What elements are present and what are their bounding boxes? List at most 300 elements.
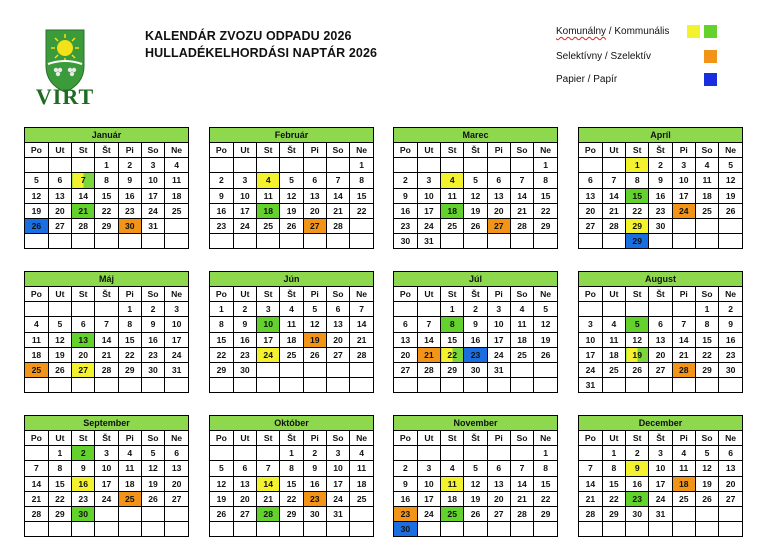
day-cell: 18 — [510, 332, 533, 347]
day-cell: 12 — [719, 173, 742, 188]
empty-cell — [303, 522, 326, 537]
day-cell: 9 — [464, 317, 487, 332]
weekday-header: Št — [95, 431, 118, 446]
day-cell: 11 — [165, 173, 188, 188]
day-cell: 16 — [303, 476, 326, 491]
day-cell: 20 — [233, 491, 256, 506]
day-cell: 15 — [350, 188, 373, 203]
day-cell: 16 — [141, 332, 164, 347]
day-cell: 25 — [280, 347, 303, 362]
day-cell: 5 — [210, 461, 233, 476]
weekday-header: Št — [464, 287, 487, 302]
day-cell: 25 — [25, 362, 48, 377]
empty-cell — [672, 522, 695, 537]
empty-cell — [464, 234, 487, 249]
day-cell: 11 — [695, 173, 718, 188]
empty-cell — [417, 378, 440, 393]
day-cell: 9 — [626, 461, 649, 476]
day-cell: 29 — [280, 506, 303, 521]
day-cell: 12 — [210, 476, 233, 491]
day-cell: 5 — [464, 461, 487, 476]
day-cell: 22 — [118, 347, 141, 362]
day-cell: 6 — [649, 317, 672, 332]
day-cell: 8 — [534, 173, 557, 188]
day-cell: 26 — [210, 506, 233, 521]
day-cell: 17 — [257, 332, 280, 347]
empty-cell — [326, 158, 349, 173]
empty-cell — [326, 362, 349, 377]
empty-cell — [672, 506, 695, 521]
empty-cell — [210, 446, 233, 461]
day-cell: 12 — [25, 188, 48, 203]
weekday-header: Pi — [487, 287, 510, 302]
weekday-header: St — [257, 431, 280, 446]
day-cell: 10 — [165, 317, 188, 332]
month-name: Apríl — [579, 128, 742, 143]
day-cell: 17 — [326, 476, 349, 491]
day-cell: 17 — [672, 188, 695, 203]
day-cell: 2 — [394, 461, 417, 476]
month-calendar — [24, 127, 189, 249]
weekday-header: St — [257, 143, 280, 158]
empty-cell — [487, 378, 510, 393]
empty-cell — [257, 234, 280, 249]
empty-cell — [72, 234, 95, 249]
day-cell: 6 — [303, 173, 326, 188]
day-cell: 26 — [303, 347, 326, 362]
day-cell: 8 — [534, 461, 557, 476]
empty-cell — [487, 158, 510, 173]
day-cell: 31 — [141, 218, 164, 233]
day-cell: 4 — [165, 158, 188, 173]
legend-papier — [556, 72, 746, 93]
day-cell: 15 — [441, 332, 464, 347]
day-cell: 24 — [257, 347, 280, 362]
day-cell: 1 — [95, 158, 118, 173]
day-cell: 2 — [719, 302, 742, 317]
day-cell: 4 — [25, 317, 48, 332]
weekday-header: Pi — [303, 287, 326, 302]
day-cell: 13 — [48, 188, 71, 203]
empty-cell — [48, 302, 71, 317]
weekday-header: Št — [280, 431, 303, 446]
day-cell: 12 — [48, 332, 71, 347]
day-cell: 4 — [672, 446, 695, 461]
day-cell: 21 — [417, 347, 440, 362]
weekday-header: Ut — [233, 431, 256, 446]
day-cell: 25 — [510, 347, 533, 362]
swatch-yellow — [687, 25, 700, 38]
day-cell: 6 — [719, 446, 742, 461]
day-cell: 3 — [417, 461, 440, 476]
day-cell: 6 — [579, 173, 602, 188]
empty-cell — [649, 302, 672, 317]
day-cell: 16 — [626, 476, 649, 491]
day-cell: 30 — [394, 234, 417, 249]
empty-cell — [95, 302, 118, 317]
empty-cell — [257, 362, 280, 377]
swatch-orange — [704, 50, 717, 63]
day-cell: 10 — [579, 332, 602, 347]
title-slovak: KALENDÁR ZVOZU ODPADU 2026 — [145, 29, 352, 43]
empty-cell — [417, 446, 440, 461]
day-cell: 27 — [326, 347, 349, 362]
day-cell: 23 — [719, 347, 742, 362]
weekday-header: So — [695, 431, 718, 446]
empty-cell — [95, 522, 118, 537]
day-cell: 15 — [602, 476, 625, 491]
day-cell: 19 — [141, 476, 164, 491]
empty-cell — [257, 378, 280, 393]
day-cell: 29 — [534, 218, 557, 233]
empty-cell — [118, 522, 141, 537]
day-cell: 14 — [25, 476, 48, 491]
day-cell: 5 — [48, 317, 71, 332]
day-cell: 14 — [257, 476, 280, 491]
day-cell: 1 — [350, 158, 373, 173]
empty-cell — [441, 378, 464, 393]
empty-cell — [579, 158, 602, 173]
empty-cell — [95, 506, 118, 521]
empty-cell — [534, 522, 557, 537]
day-cell: 28 — [72, 218, 95, 233]
weekday-header: Ut — [602, 143, 625, 158]
weekday-header: Ut — [417, 287, 440, 302]
day-cell: 19 — [48, 347, 71, 362]
day-cell: 4 — [118, 446, 141, 461]
empty-cell — [165, 218, 188, 233]
weekday-header: St — [72, 431, 95, 446]
day-cell: 27 — [487, 218, 510, 233]
empty-cell — [257, 522, 280, 537]
day-cell: 4 — [350, 446, 373, 461]
day-cell: 17 — [487, 332, 510, 347]
day-cell: 2 — [464, 302, 487, 317]
day-cell: 11 — [441, 188, 464, 203]
day-cell: 19 — [303, 332, 326, 347]
day-cell: 4 — [441, 173, 464, 188]
empty-cell — [280, 234, 303, 249]
empty-cell — [464, 158, 487, 173]
weekday-header: Pi — [672, 287, 695, 302]
day-cell: 21 — [257, 491, 280, 506]
day-cell: 21 — [326, 203, 349, 218]
day-cell: 20 — [649, 347, 672, 362]
weekday-header: So — [326, 287, 349, 302]
day-cell: 24 — [141, 203, 164, 218]
weekday-header: Ne — [719, 143, 742, 158]
empty-cell — [602, 158, 625, 173]
weekday-header: Ut — [417, 431, 440, 446]
weekday-header: Pi — [303, 431, 326, 446]
day-cell: 25 — [118, 491, 141, 506]
day-cell: 3 — [579, 317, 602, 332]
day-cell: 3 — [672, 158, 695, 173]
day-cell: 24 — [233, 218, 256, 233]
empty-cell — [210, 158, 233, 173]
weekday-header: Pi — [303, 143, 326, 158]
empty-cell — [672, 302, 695, 317]
day-cell: 9 — [719, 317, 742, 332]
swatch-green — [704, 25, 717, 38]
day-cell: 20 — [487, 491, 510, 506]
day-cell: 30 — [141, 362, 164, 377]
day-cell: 16 — [464, 332, 487, 347]
weekday-header: St — [72, 143, 95, 158]
day-cell: 28 — [417, 362, 440, 377]
weekday-header: So — [695, 287, 718, 302]
day-cell: 23 — [464, 347, 487, 362]
empty-cell — [695, 218, 718, 233]
empty-cell — [672, 234, 695, 249]
day-cell: 28 — [95, 362, 118, 377]
weekday-header: St — [441, 287, 464, 302]
legend — [556, 24, 746, 93]
day-cell: 20 — [394, 347, 417, 362]
empty-cell — [672, 218, 695, 233]
day-cell: 15 — [118, 332, 141, 347]
day-cell: 7 — [95, 317, 118, 332]
empty-cell — [695, 378, 718, 393]
day-cell: 15 — [534, 476, 557, 491]
day-cell: 7 — [510, 461, 533, 476]
day-cell: 28 — [25, 506, 48, 521]
day-cell: 1 — [210, 302, 233, 317]
empty-cell — [141, 234, 164, 249]
empty-cell — [695, 522, 718, 537]
day-cell: 16 — [72, 476, 95, 491]
day-cell: 11 — [25, 332, 48, 347]
day-cell: 14 — [326, 188, 349, 203]
empty-cell — [464, 378, 487, 393]
day-cell: 13 — [303, 188, 326, 203]
day-cell: 13 — [72, 332, 95, 347]
day-cell: 22 — [210, 347, 233, 362]
month-name: November — [394, 416, 557, 431]
day-cell: 26 — [464, 506, 487, 521]
empty-cell — [25, 158, 48, 173]
day-cell: 12 — [280, 188, 303, 203]
empty-cell — [350, 506, 373, 521]
empty-cell — [510, 158, 533, 173]
day-cell: 10 — [233, 188, 256, 203]
day-cell: 21 — [350, 332, 373, 347]
day-cell: 9 — [118, 173, 141, 188]
day-cell: 9 — [303, 461, 326, 476]
day-cell: 19 — [464, 203, 487, 218]
empty-cell — [417, 302, 440, 317]
empty-cell — [602, 234, 625, 249]
day-cell: 1 — [118, 302, 141, 317]
weekday-header: Po — [394, 431, 417, 446]
day-cell: 30 — [464, 362, 487, 377]
day-cell: 18 — [165, 188, 188, 203]
day-cell: 5 — [303, 302, 326, 317]
weekday-header: Pi — [487, 431, 510, 446]
empty-cell — [510, 234, 533, 249]
weekday-header: Ne — [719, 431, 742, 446]
day-cell: 23 — [233, 347, 256, 362]
day-cell: 26 — [141, 491, 164, 506]
empty-cell — [280, 362, 303, 377]
day-cell: 18 — [441, 203, 464, 218]
empty-cell — [326, 378, 349, 393]
weekday-header: Ne — [534, 431, 557, 446]
day-cell: 19 — [626, 347, 649, 362]
weekday-header: Ne — [350, 143, 373, 158]
empty-cell — [25, 234, 48, 249]
day-cell: 16 — [719, 332, 742, 347]
empty-cell — [303, 158, 326, 173]
month-name: Jún — [210, 272, 373, 287]
day-cell: 31 — [165, 362, 188, 377]
day-cell: 20 — [326, 332, 349, 347]
day-cell: 20 — [48, 203, 71, 218]
day-cell: 13 — [487, 476, 510, 491]
day-cell: 13 — [649, 332, 672, 347]
day-cell: 27 — [649, 362, 672, 377]
month-calendar — [209, 127, 374, 249]
day-cell: 5 — [695, 446, 718, 461]
day-cell: 24 — [326, 491, 349, 506]
empty-cell — [141, 506, 164, 521]
day-cell: 23 — [72, 491, 95, 506]
weekday-header: Ut — [602, 431, 625, 446]
weekday-header: So — [141, 287, 164, 302]
day-cell: 30 — [649, 218, 672, 233]
day-cell: 10 — [417, 188, 440, 203]
day-cell: 12 — [534, 317, 557, 332]
day-cell: 19 — [534, 332, 557, 347]
day-cell: 6 — [326, 302, 349, 317]
weekday-header: St — [441, 431, 464, 446]
day-cell: 19 — [210, 491, 233, 506]
day-cell: 12 — [464, 476, 487, 491]
empty-cell — [210, 234, 233, 249]
day-cell: 1 — [534, 446, 557, 461]
empty-cell — [233, 522, 256, 537]
day-cell: 23 — [141, 347, 164, 362]
day-cell: 23 — [118, 203, 141, 218]
day-cell: 26 — [48, 362, 71, 377]
weekday-header: So — [141, 143, 164, 158]
empty-cell — [257, 446, 280, 461]
day-cell: 17 — [233, 203, 256, 218]
day-cell: 3 — [95, 446, 118, 461]
day-cell: 11 — [118, 461, 141, 476]
weekday-header: Po — [579, 431, 602, 446]
weekday-header: St — [626, 143, 649, 158]
day-cell: 20 — [579, 203, 602, 218]
empty-cell — [326, 522, 349, 537]
day-cell: 24 — [487, 347, 510, 362]
empty-cell — [719, 522, 742, 537]
day-cell: 24 — [417, 218, 440, 233]
empty-cell — [441, 234, 464, 249]
day-cell: 27 — [233, 506, 256, 521]
weekday-header: Št — [95, 287, 118, 302]
day-cell: 27 — [579, 218, 602, 233]
month-name: Február — [210, 128, 373, 143]
empty-cell — [534, 234, 557, 249]
day-cell: 22 — [602, 491, 625, 506]
day-cell: 19 — [25, 203, 48, 218]
day-cell: 23 — [626, 491, 649, 506]
day-cell: 24 — [165, 347, 188, 362]
day-cell: 26 — [719, 203, 742, 218]
day-cell: 8 — [441, 317, 464, 332]
day-cell: 6 — [72, 317, 95, 332]
day-cell: 17 — [579, 347, 602, 362]
month-name: Január — [25, 128, 188, 143]
day-cell: 29 — [48, 506, 71, 521]
weekday-header: Po — [579, 143, 602, 158]
empty-cell — [48, 158, 71, 173]
empty-cell — [210, 378, 233, 393]
day-cell: 16 — [394, 491, 417, 506]
weekday-header: Po — [394, 287, 417, 302]
weekday-header: St — [626, 431, 649, 446]
day-cell: 25 — [695, 203, 718, 218]
day-cell: 11 — [510, 317, 533, 332]
weekday-header: Po — [210, 287, 233, 302]
day-cell: 4 — [280, 302, 303, 317]
empty-cell — [25, 302, 48, 317]
empty-cell — [165, 378, 188, 393]
day-cell: 6 — [165, 446, 188, 461]
empty-cell — [579, 446, 602, 461]
weekday-header: Po — [394, 143, 417, 158]
empty-cell — [626, 522, 649, 537]
day-cell: 16 — [210, 203, 233, 218]
empty-cell — [350, 362, 373, 377]
day-cell: 28 — [350, 347, 373, 362]
day-cell: 30 — [233, 362, 256, 377]
empty-cell — [579, 522, 602, 537]
day-cell: 8 — [350, 173, 373, 188]
day-cell: 21 — [672, 347, 695, 362]
day-cell: 7 — [257, 461, 280, 476]
day-cell: 18 — [672, 476, 695, 491]
empty-cell — [394, 446, 417, 461]
day-cell: 31 — [417, 234, 440, 249]
empty-cell — [350, 522, 373, 537]
empty-cell — [695, 234, 718, 249]
month-calendar — [393, 127, 558, 249]
empty-cell — [25, 378, 48, 393]
day-cell: 10 — [672, 173, 695, 188]
title-block — [145, 28, 377, 62]
day-cell: 3 — [233, 173, 256, 188]
weekday-header: Pi — [487, 143, 510, 158]
empty-cell — [326, 234, 349, 249]
day-cell: 4 — [510, 302, 533, 317]
day-cell: 14 — [95, 332, 118, 347]
empty-cell — [441, 522, 464, 537]
legend-label-b: / Kommunális — [606, 26, 670, 37]
day-cell: 29 — [534, 506, 557, 521]
day-cell: 11 — [350, 461, 373, 476]
empty-cell — [441, 446, 464, 461]
empty-cell — [280, 522, 303, 537]
empty-cell — [417, 522, 440, 537]
month-name: December — [579, 416, 742, 431]
empty-cell — [72, 302, 95, 317]
empty-cell — [719, 378, 742, 393]
legend-label: Papier / Papír — [556, 74, 618, 85]
day-cell: 28 — [326, 218, 349, 233]
weekday-header: Pi — [118, 143, 141, 158]
